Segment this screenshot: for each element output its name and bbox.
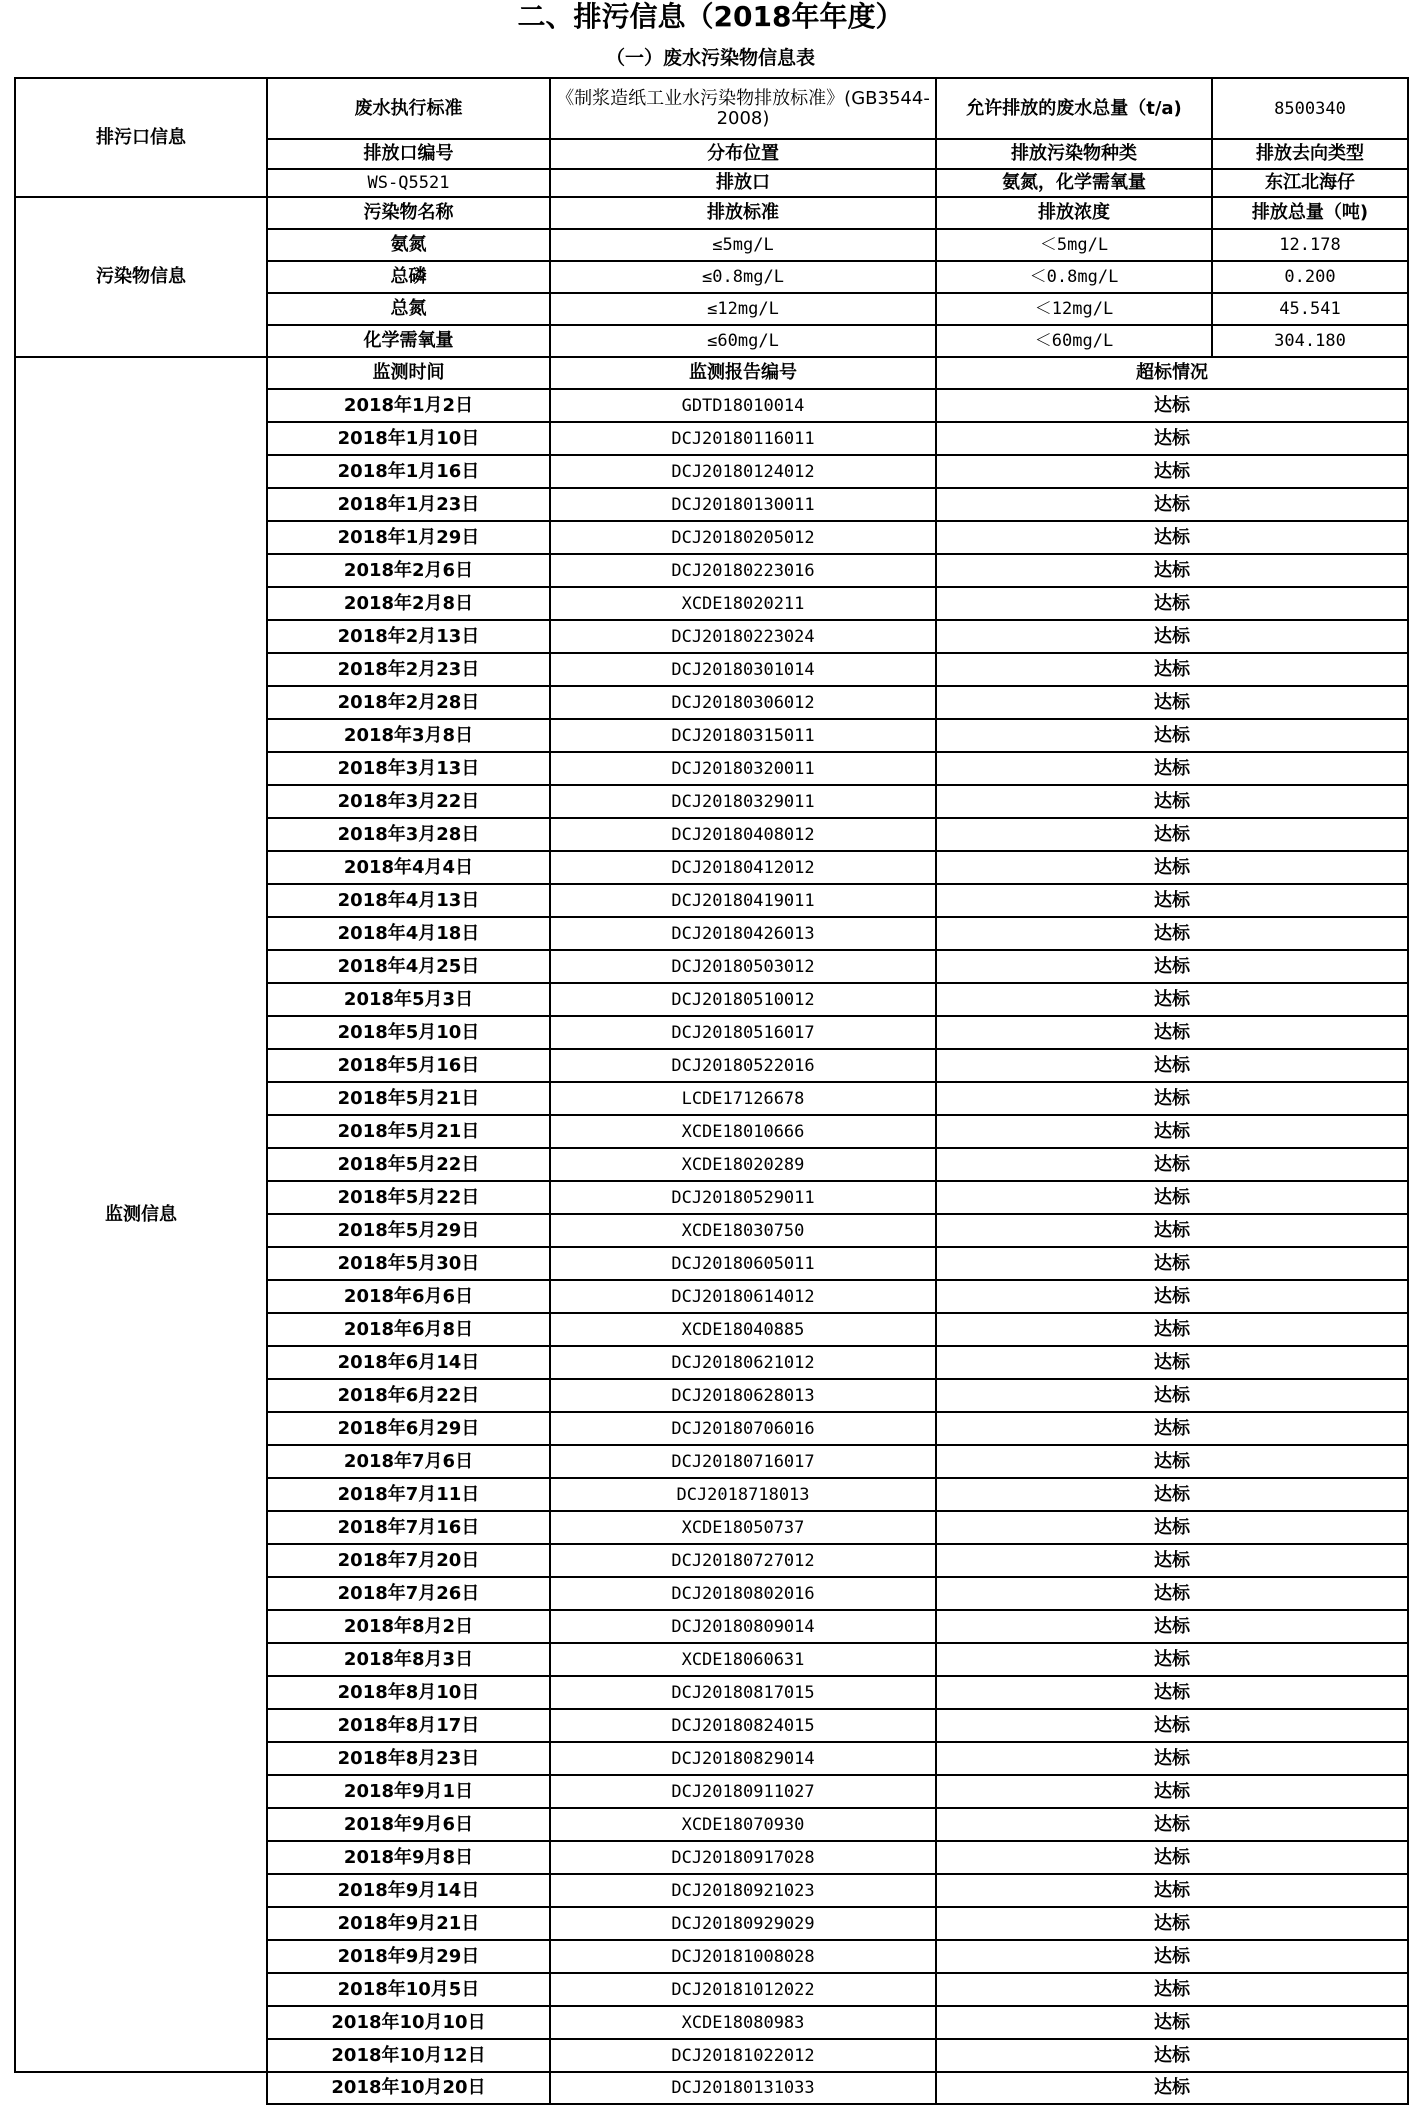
report-number: DCJ20180412012 xyxy=(550,851,936,884)
monitor-date: 2018年8月17日 xyxy=(267,1709,550,1742)
pollutant-name: 化学需氧量 xyxy=(267,325,550,357)
exceed-status: 达标 xyxy=(936,521,1408,554)
exceed-status: 达标 xyxy=(936,719,1408,752)
pollutant-standard: ≤60mg/L xyxy=(550,325,936,357)
outlet-row-standard xyxy=(15,78,1408,139)
exceed-status: 达标 xyxy=(936,1643,1408,1676)
table-row xyxy=(15,2072,1408,2104)
pollutant-name: 氨氮 xyxy=(267,229,550,261)
outlet-value: 氨氮，化学需氧量 xyxy=(936,169,1212,197)
monitor-date: 2018年8月23日 xyxy=(267,1742,550,1775)
pollutant-total: 45.541 xyxy=(1212,293,1408,325)
exceed-status: 达标 xyxy=(936,488,1408,521)
monitor-date: 2018年5月16日 xyxy=(267,1049,550,1082)
report-number: XCDE18070930 xyxy=(550,1808,936,1841)
report-number: XCDE18050737 xyxy=(550,1511,936,1544)
pollutant-standard: ≤12mg/L xyxy=(550,293,936,325)
monitor-date: 2018年8月10日 xyxy=(267,1676,550,1709)
pollutant-concentration: ＜60mg/L xyxy=(936,325,1212,357)
exceed-status: 达标 xyxy=(936,686,1408,719)
exceed-status: 达标 xyxy=(936,1676,1408,1709)
exceed-status: 达标 xyxy=(936,1478,1408,1511)
exceed-status: 达标 xyxy=(936,1412,1408,1445)
exceed-status: 达标 xyxy=(936,1907,1408,1940)
monitor-date: 2018年4月18日 xyxy=(267,917,550,950)
pollutant-name: 总氮 xyxy=(267,293,550,325)
monitor-date: 2018年5月29日 xyxy=(267,1214,550,1247)
outlet-header: 排放去向类型 xyxy=(1212,139,1408,169)
monitor-date: 2018年6月29日 xyxy=(267,1412,550,1445)
monitor-date: 2018年7月11日 xyxy=(267,1478,550,1511)
exceed-status: 达标 xyxy=(936,2006,1408,2039)
exceed-status: 达标 xyxy=(936,1082,1408,1115)
report-number: DCJ20180516017 xyxy=(550,1016,936,1049)
report-number: DCJ20180727012 xyxy=(550,1544,936,1577)
exceed-status: 达标 xyxy=(936,1214,1408,1247)
exceed-status: 达标 xyxy=(936,389,1408,422)
pollutant-concentration: ＜12mg/L xyxy=(936,293,1212,325)
pollutant-standard: ≤5mg/L xyxy=(550,229,936,261)
pollutant-header: 排放总量（吨) xyxy=(1212,197,1408,229)
monitor-date: 2018年3月22日 xyxy=(267,785,550,818)
monitor-date: 2018年7月20日 xyxy=(267,1544,550,1577)
monitor-date: 2018年3月28日 xyxy=(267,818,550,851)
report-number: DCJ20180223016 xyxy=(550,554,936,587)
exceed-status: 达标 xyxy=(936,1445,1408,1478)
exceed-status: 达标 xyxy=(936,455,1408,488)
pollutant-concentration: ＜0.8mg/L xyxy=(936,261,1212,293)
report-number: DCJ20180408012 xyxy=(550,818,936,851)
report-number: DCJ20180921023 xyxy=(550,1874,936,1907)
monitoring-header-row xyxy=(15,357,1408,389)
monitor-date: 2018年10月20日 xyxy=(267,2072,550,2104)
exceed-status: 达标 xyxy=(936,422,1408,455)
monitor-date: 2018年5月21日 xyxy=(267,1115,550,1148)
exceed-status: 达标 xyxy=(936,1544,1408,1577)
table-subtitle: （一）废水污染物信息表 xyxy=(605,47,815,69)
monitor-date: 2018年9月1日 xyxy=(267,1775,550,1808)
report-number: DCJ20180716017 xyxy=(550,1445,936,1478)
report-number: DCJ20180320011 xyxy=(550,752,936,785)
monitor-date: 2018年2月8日 xyxy=(267,587,550,620)
report-number: GDTD18010014 xyxy=(550,389,936,422)
report-number: DCJ20180605011 xyxy=(550,1247,936,1280)
report-number: DCJ20180124012 xyxy=(550,455,936,488)
report-number: DCJ2018718013 xyxy=(550,1478,936,1511)
outlet-section-label: 排污口信息 xyxy=(15,78,267,197)
pollutant-total: 304.180 xyxy=(1212,325,1408,357)
exceed-status: 达标 xyxy=(936,785,1408,818)
monitor-date: 2018年6月14日 xyxy=(267,1346,550,1379)
report-number: DCJ20180503012 xyxy=(550,950,936,983)
report-number: DCJ20180529011 xyxy=(550,1181,936,1214)
report-number: XCDE18030750 xyxy=(550,1214,936,1247)
monitor-date: 2018年2月13日 xyxy=(267,620,550,653)
exceed-status: 达标 xyxy=(936,1049,1408,1082)
monitor-date: 2018年9月14日 xyxy=(267,1874,550,1907)
monitor-date: 2018年2月28日 xyxy=(267,686,550,719)
report-number: XCDE18080983 xyxy=(550,2006,936,2039)
exceed-status-header: 超标情况 xyxy=(936,357,1408,389)
monitor-date: 2018年2月23日 xyxy=(267,653,550,686)
exceed-status: 达标 xyxy=(936,1346,1408,1379)
pollutant-header: 排放标准 xyxy=(550,197,936,229)
allowed-total-value: 8500340 xyxy=(1212,78,1408,139)
pollutant-section-label: 污染物信息 xyxy=(15,197,267,357)
exceed-status: 达标 xyxy=(936,818,1408,851)
report-number: DCJ20180917028 xyxy=(550,1841,936,1874)
report-number-header: 监测报告编号 xyxy=(550,357,936,389)
exceed-status: 达标 xyxy=(936,1610,1408,1643)
monitor-date: 2018年8月2日 xyxy=(267,1610,550,1643)
monitor-date: 2018年6月22日 xyxy=(267,1379,550,1412)
exceed-status: 达标 xyxy=(936,1313,1408,1346)
exceed-status: 达标 xyxy=(936,1940,1408,1973)
report-number: DCJ20180130011 xyxy=(550,488,936,521)
exceed-status: 达标 xyxy=(936,1379,1408,1412)
monitor-date: 2018年6月8日 xyxy=(267,1313,550,1346)
report-number: DCJ20180131033 xyxy=(550,2072,936,2104)
exceed-status: 达标 xyxy=(936,587,1408,620)
outlet-header: 排放口编号 xyxy=(267,139,550,169)
allowed-total-label: 允许排放的废水总量（t/a) xyxy=(936,78,1212,139)
monitor-date: 2018年9月21日 xyxy=(267,1907,550,1940)
pollutant-header-row xyxy=(15,197,1408,229)
monitor-date: 2018年2月6日 xyxy=(267,554,550,587)
exceed-status: 达标 xyxy=(936,1577,1408,1610)
exceed-status: 达标 xyxy=(936,1016,1408,1049)
monitoring-section-label: 监测信息 xyxy=(15,357,267,2072)
report-number: DCJ20180621012 xyxy=(550,1346,936,1379)
exceed-status: 达标 xyxy=(936,1808,1408,1841)
report-number: DCJ20180809014 xyxy=(550,1610,936,1643)
exceed-status: 达标 xyxy=(936,1874,1408,1907)
report-number: XCDE18060631 xyxy=(550,1643,936,1676)
report-number: LCDE17126678 xyxy=(550,1082,936,1115)
exceed-status: 达标 xyxy=(936,1115,1408,1148)
pollutant-concentration: ＜5mg/L xyxy=(936,229,1212,261)
exceed-status: 达标 xyxy=(936,1973,1408,2006)
table-body xyxy=(15,78,1408,2104)
monitor-date: 2018年6月6日 xyxy=(267,1280,550,1313)
monitor-date: 2018年5月21日 xyxy=(267,1082,550,1115)
monitor-date: 2018年8月3日 xyxy=(267,1643,550,1676)
monitor-date: 2018年4月13日 xyxy=(267,884,550,917)
monitor-date: 2018年3月8日 xyxy=(267,719,550,752)
monitor-date: 2018年4月25日 xyxy=(267,950,550,983)
outlet-value: 排放口 xyxy=(550,169,936,197)
exceed-status: 达标 xyxy=(936,1280,1408,1313)
report-number: DCJ20180116011 xyxy=(550,422,936,455)
pollutant-header: 污染物名称 xyxy=(267,197,550,229)
report-number: DCJ20180911027 xyxy=(550,1775,936,1808)
standard-label: 废水执行标准 xyxy=(267,78,550,139)
outlet-header: 分布位置 xyxy=(550,139,936,169)
report-number: DCJ20180301014 xyxy=(550,653,936,686)
report-number: DCJ20180205012 xyxy=(550,521,936,554)
pollutant-total: 0.200 xyxy=(1212,261,1408,293)
monitor-date: 2018年10月5日 xyxy=(267,1973,550,2006)
report-number: DCJ20180824015 xyxy=(550,1709,936,1742)
monitor-date: 2018年5月22日 xyxy=(267,1181,550,1214)
exceed-status: 达标 xyxy=(936,917,1408,950)
exceed-status: 达标 xyxy=(936,752,1408,785)
report-number: DCJ20180829014 xyxy=(550,1742,936,1775)
exceed-status: 达标 xyxy=(936,1181,1408,1214)
report-number: DCJ20180419011 xyxy=(550,884,936,917)
monitor-date: 2018年7月6日 xyxy=(267,1445,550,1478)
monitor-date: 2018年5月30日 xyxy=(267,1247,550,1280)
outlet-header: 排放污染物种类 xyxy=(936,139,1212,169)
exceed-status: 达标 xyxy=(936,1511,1408,1544)
exceed-status: 达标 xyxy=(936,1148,1408,1181)
pollutant-standard: ≤0.8mg/L xyxy=(550,261,936,293)
outlet-value: WS-Q5521 xyxy=(267,169,550,197)
monitor-date: 2018年5月3日 xyxy=(267,983,550,1016)
exceed-status: 达标 xyxy=(936,653,1408,686)
pollutant-total: 12.178 xyxy=(1212,229,1408,261)
blank-cell xyxy=(15,2072,267,2104)
report-number: DCJ20180426013 xyxy=(550,917,936,950)
exceed-status: 达标 xyxy=(936,2072,1408,2104)
report-number: DCJ20180817015 xyxy=(550,1676,936,1709)
exceed-status: 达标 xyxy=(936,2039,1408,2072)
page-title: 二、排污信息（2018年年度） xyxy=(517,0,904,33)
monitor-date: 2018年7月26日 xyxy=(267,1577,550,1610)
report-number: DCJ20180223024 xyxy=(550,620,936,653)
report-number: XCDE18020289 xyxy=(550,1148,936,1181)
report-number: XCDE18010666 xyxy=(550,1115,936,1148)
report-number: DCJ20180306012 xyxy=(550,686,936,719)
monitor-date: 2018年1月29日 xyxy=(267,521,550,554)
monitor-time-header: 监测时间 xyxy=(267,357,550,389)
monitor-date: 2018年1月23日 xyxy=(267,488,550,521)
report-number: XCDE18020211 xyxy=(550,587,936,620)
exceed-status: 达标 xyxy=(936,1247,1408,1280)
exceed-status: 达标 xyxy=(936,1841,1408,1874)
monitor-date: 2018年1月10日 xyxy=(267,422,550,455)
monitor-date: 2018年10月12日 xyxy=(267,2039,550,2072)
monitor-date: 2018年5月22日 xyxy=(267,1148,550,1181)
exceed-status: 达标 xyxy=(936,1742,1408,1775)
exceed-status: 达标 xyxy=(936,1709,1408,1742)
standard-value: 《制浆造纸工业水污染物排放标准》(GB3544-2008) xyxy=(550,78,936,139)
pollutant-name: 总磷 xyxy=(267,261,550,293)
monitor-date: 2018年1月2日 xyxy=(267,389,550,422)
exceed-status: 达标 xyxy=(936,851,1408,884)
report-number: DCJ20180510012 xyxy=(550,983,936,1016)
report-number: DCJ20180628013 xyxy=(550,1379,936,1412)
report-number: DCJ20180802016 xyxy=(550,1577,936,1610)
monitor-date: 2018年10月10日 xyxy=(267,2006,550,2039)
report-number: DCJ20180614012 xyxy=(550,1280,936,1313)
outlet-value: 东江北海仔 xyxy=(1212,169,1408,197)
monitor-date: 2018年7月16日 xyxy=(267,1511,550,1544)
exceed-status: 达标 xyxy=(936,620,1408,653)
report-number: DCJ20180315011 xyxy=(550,719,936,752)
monitor-date: 2018年9月29日 xyxy=(267,1940,550,1973)
exceed-status: 达标 xyxy=(936,884,1408,917)
wastewater-table xyxy=(14,77,1409,2105)
monitor-date: 2018年9月6日 xyxy=(267,1808,550,1841)
report-number: DCJ20181008028 xyxy=(550,1940,936,1973)
report-number: DCJ20181012022 xyxy=(550,1973,936,2006)
exceed-status: 达标 xyxy=(936,950,1408,983)
monitor-date: 2018年4月4日 xyxy=(267,851,550,884)
monitor-date: 2018年9月8日 xyxy=(267,1841,550,1874)
exceed-status: 达标 xyxy=(936,554,1408,587)
monitor-date: 2018年1月16日 xyxy=(267,455,550,488)
monitor-date: 2018年3月13日 xyxy=(267,752,550,785)
exceed-status: 达标 xyxy=(936,1775,1408,1808)
report-number: DCJ20180522016 xyxy=(550,1049,936,1082)
monitor-date: 2018年5月10日 xyxy=(267,1016,550,1049)
exceed-status: 达标 xyxy=(936,983,1408,1016)
report-number: DCJ20180706016 xyxy=(550,1412,936,1445)
report-number: DCJ20181022012 xyxy=(550,2039,936,2072)
pollutant-header: 排放浓度 xyxy=(936,197,1212,229)
report-number: DCJ20180929029 xyxy=(550,1907,936,1940)
report-number: DCJ20180329011 xyxy=(550,785,936,818)
report-number: XCDE18040885 xyxy=(550,1313,936,1346)
